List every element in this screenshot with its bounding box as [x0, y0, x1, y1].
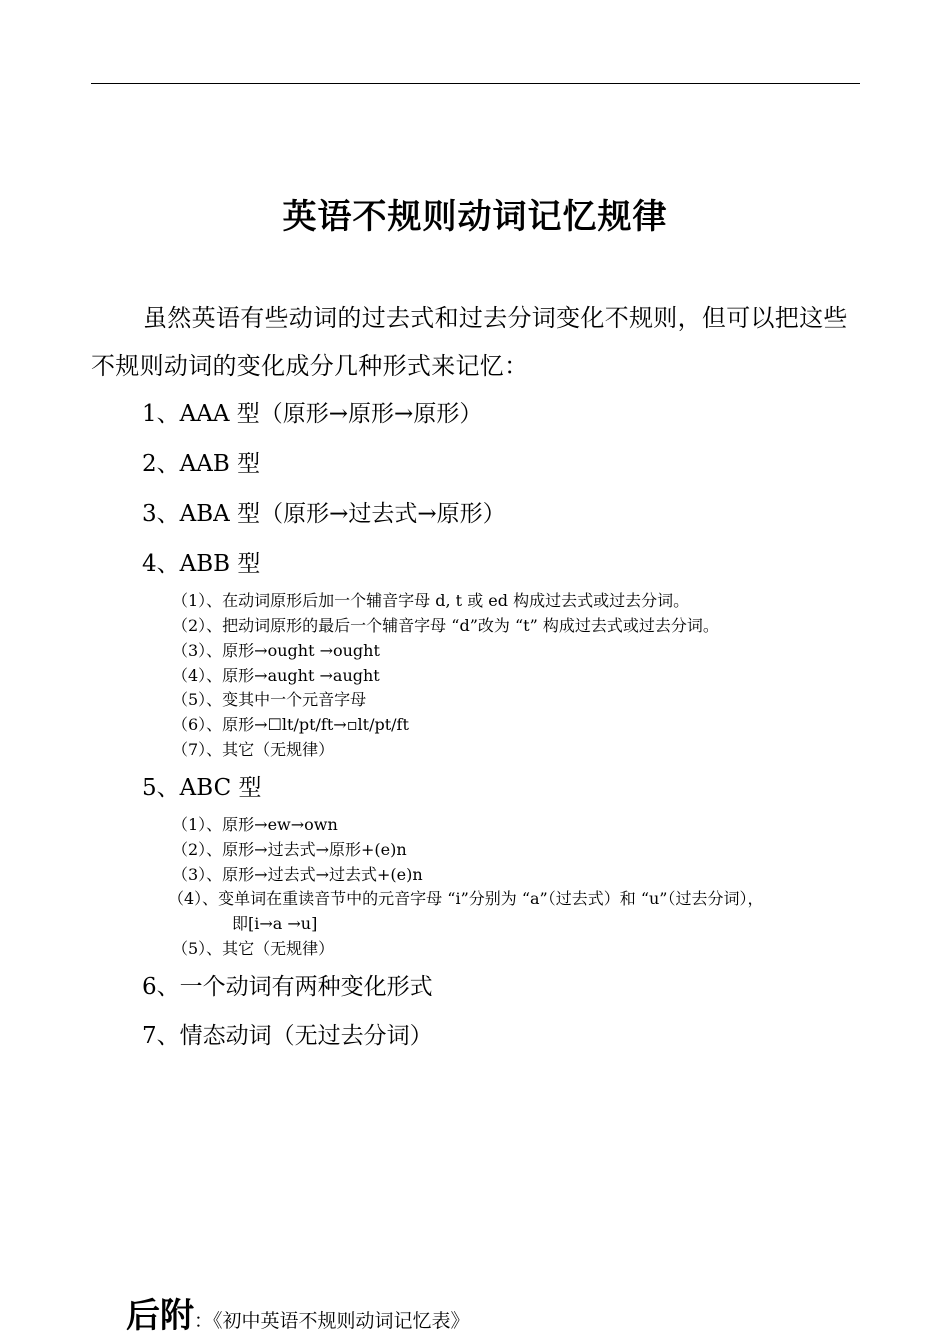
appendix-label: 后附 — [126, 1296, 194, 1336]
intro-paragraph: 虽然英语有些动词的过去式和过去分词变化不规则，但可以把这些不规则动词的变化成分几种形式来记忆： — [91, 304, 848, 380]
header-rule — [91, 83, 860, 84]
abb-sub-2: （2）、把动词原形的最后一个辅音字母 “d”改为 “t” 构成过去式或过去分词。 — [172, 616, 719, 635]
abc-sub-4: （4）、变单词在重读音节中的元音字母 “i”分别为 “a”（过去式）和 “u”（过去分词）， — [168, 889, 764, 908]
abb-sub-3: （3）、原形→ought →ought — [172, 641, 380, 660]
abc-sub-1: （1）、原形→ew→own — [172, 815, 338, 834]
item-aba: 3、ABA 型（原形→过去式→原形） — [142, 501, 506, 527]
page-title: 英语不规则动词记忆规律 — [282, 197, 668, 237]
item-aab: 2、AAB 型 — [142, 451, 261, 477]
appendix-colon: ： — [194, 1310, 214, 1332]
abb-sub-5: （5）、变其中一个元音字母 — [172, 690, 367, 709]
abb-sub-7: （7）、其它（无规律） — [172, 740, 335, 759]
item-aaa: 1、AAA 型（原形→原形→原形） — [142, 401, 483, 427]
abc-sub-2: （2）、原形→过去式→原形+(e)n — [172, 840, 407, 859]
item-abc: 5、ABC 型 — [142, 775, 262, 801]
item-abb: 4、ABB 型 — [142, 551, 261, 577]
abb-sub-4: （4）、原形→aught →aught — [172, 666, 380, 685]
appendix-line — [126, 1288, 470, 1337]
abc-sub-5: （5）、其它（无规律） — [172, 939, 335, 958]
appendix-title: 《初中英语不规则动词记忆表》 — [213, 1310, 470, 1332]
item-modal: 7、情态动词（无过去分词） — [142, 1023, 433, 1049]
abc-sub-4-cont: 即[i→a →u] — [232, 914, 318, 933]
abb-sub-6: （6）、原形→☐lt/pt/ft→▫lt/pt/ft — [172, 715, 409, 734]
item-two-forms: 6、一个动词有两种变化形式 — [142, 974, 433, 1000]
abb-sub-1: （1）、在动词原形后加一个辅音字母 d, t 或 ed 构成过去式或过去分词。 — [172, 591, 690, 610]
abc-sub-3: （3）、原形→过去式→过去式+(e)n — [172, 865, 423, 884]
